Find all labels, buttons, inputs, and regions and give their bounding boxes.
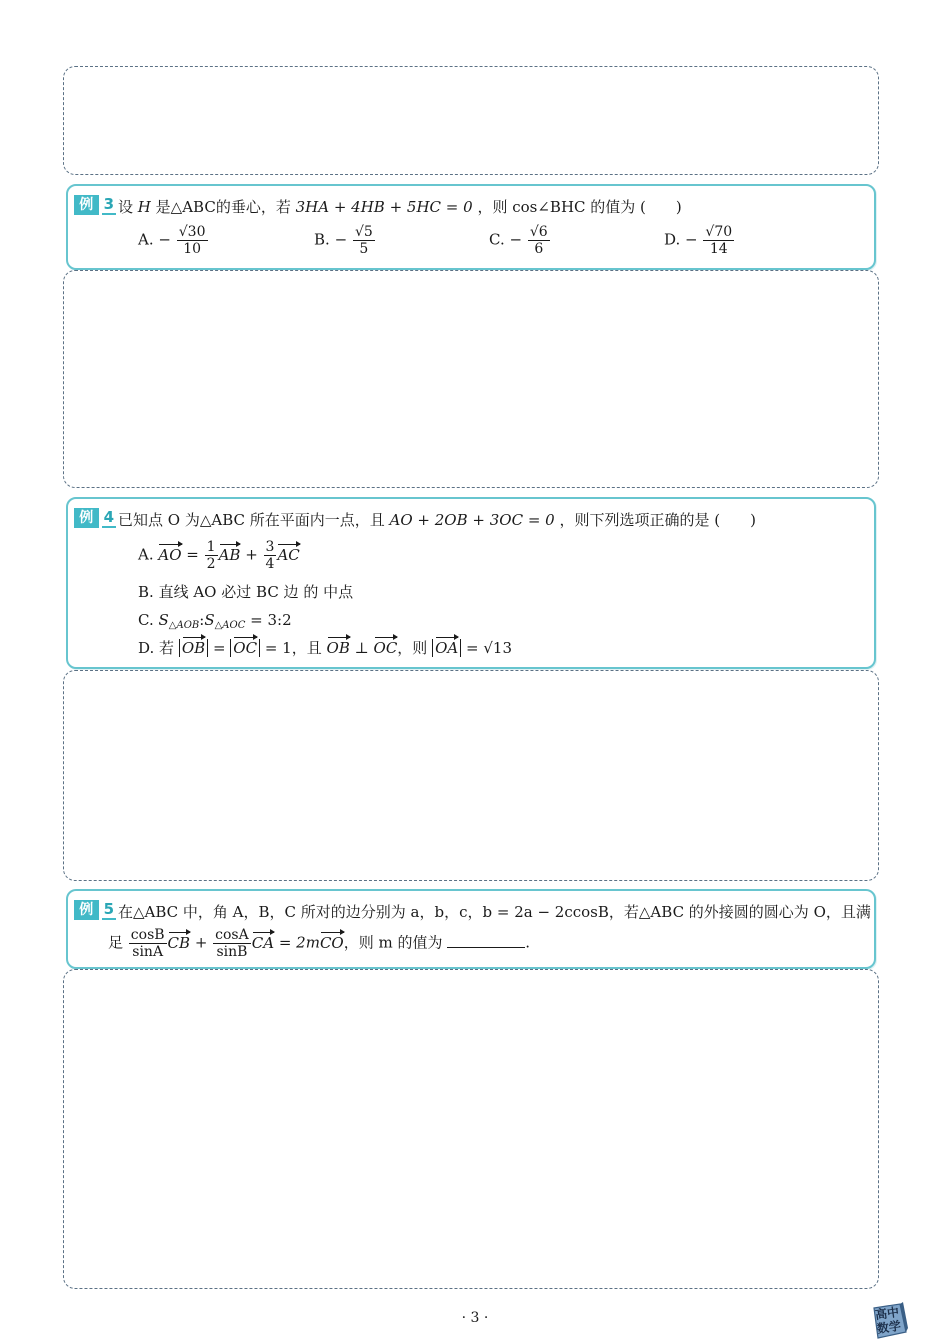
example-badge xyxy=(74,899,116,921)
stem-text: 是△ABC的垂心，若 xyxy=(155,198,291,216)
frac-den: 4 xyxy=(265,556,275,572)
option-sign: − xyxy=(509,230,523,249)
frac-den: 2 xyxy=(206,556,216,572)
option-b[interactable] xyxy=(314,224,376,257)
example-5-box xyxy=(66,889,876,969)
vector: CA xyxy=(251,933,275,952)
vector: OC xyxy=(233,639,258,657)
vector-equation: 3HA + 4HB + 5HC = 0 xyxy=(295,198,473,216)
example-number: 4 xyxy=(103,508,114,526)
vector: OB xyxy=(181,639,206,657)
option-b[interactable] xyxy=(138,581,353,602)
frac-num: √70 xyxy=(705,224,733,240)
magnitude xyxy=(230,639,260,657)
option-d[interactable]: D. 若 OB = OC = 1，且 OB ⊥ OC，则 OA = √13 xyxy=(138,639,512,657)
option-text: 直线 AO 必过 BC 边 的 中点 xyxy=(158,583,354,601)
math-logo xyxy=(870,1302,910,1344)
example-label: 例 xyxy=(74,195,99,215)
frac-num: 3 xyxy=(265,539,275,555)
area-symbol: S xyxy=(204,611,215,629)
area-symbol: S xyxy=(158,611,169,629)
option-a[interactable] xyxy=(138,224,209,257)
option-letter: B. xyxy=(138,583,154,601)
frac-num: √30 xyxy=(178,224,206,240)
example-label: 例 xyxy=(74,900,99,920)
frac-num: 1 xyxy=(206,539,216,555)
frac-den: 5 xyxy=(359,241,369,257)
example-badge xyxy=(74,194,116,216)
example-number: 3 xyxy=(103,195,114,213)
option-c[interactable] xyxy=(489,224,551,257)
area-subscript: △AOB xyxy=(168,620,200,631)
stem-text: 足 xyxy=(108,933,124,952)
option-sign: − xyxy=(685,230,698,249)
magnitude xyxy=(432,639,461,657)
question-stem xyxy=(118,509,756,530)
option-c[interactable]: C. $S_{\triangle AOB}:S_{\triangle AOC}$ = 3:2 xyxy=(138,611,292,631)
perp-symbol: ⊥ xyxy=(354,639,369,657)
coef-fraction xyxy=(213,927,251,960)
option-letter: C. xyxy=(489,230,505,249)
answer-area-1[interactable] xyxy=(63,66,879,175)
answer-area-4[interactable] xyxy=(63,969,879,1289)
logo-text-bottom: 数学 xyxy=(876,1318,902,1336)
frac-den: sinB xyxy=(216,944,248,960)
question-stem xyxy=(118,196,682,217)
vector-equation: AO + 2OB + 3OC = 0 xyxy=(389,511,555,529)
answer-area-2[interactable] xyxy=(63,270,879,488)
frac-den: sinA xyxy=(132,944,164,960)
stem-text: ，则 cos∠BHC 的值为 ( ) xyxy=(477,198,682,216)
option-letter: B. xyxy=(314,230,330,249)
option-fraction xyxy=(177,224,208,257)
option-letter: A. xyxy=(138,230,154,249)
frac-num: √5 xyxy=(354,224,373,240)
stem-text: = 2m xyxy=(278,933,320,952)
frac-den: 6 xyxy=(534,241,544,257)
example-4-box xyxy=(66,497,876,669)
option-a[interactable]: A. AO = $\frac{1}{2}$ AB + $\frac{3}{4}$ AC xyxy=(138,539,300,572)
answer-area-3[interactable] xyxy=(63,670,879,881)
option-fraction xyxy=(703,224,734,257)
option-d[interactable] xyxy=(664,224,735,257)
vector: OA xyxy=(435,639,459,657)
frac-den: 14 xyxy=(709,241,728,257)
vector: AB xyxy=(218,545,241,564)
vector: OC xyxy=(373,639,398,657)
vector: AO xyxy=(158,545,182,564)
option-text: 若 xyxy=(159,639,175,657)
stem-text: 设 xyxy=(118,198,134,216)
frac-num: √6 xyxy=(529,224,548,240)
vector: CO xyxy=(319,933,344,952)
coef-fraction xyxy=(205,539,218,572)
vector: CB xyxy=(167,933,191,952)
ratio: = 3:2 xyxy=(250,611,292,629)
frac-den: 10 xyxy=(183,241,202,257)
stem-text: ，则 m 的值为 xyxy=(343,933,443,952)
frac-num: cosA xyxy=(215,927,249,943)
example-number: 5 xyxy=(103,900,114,918)
question-stem-line-1: 在△ABC 中，角 A，B，C 所对的边分别为 a，b，c，b = 2a − 2ccosB，若△ABC 的外接圆的圆心为 O，且满 xyxy=(118,903,871,921)
option-fraction xyxy=(353,224,375,257)
option-letter: D. xyxy=(664,230,681,249)
stem-text: ，则下列选项正确的是 ( ) xyxy=(559,511,756,529)
logo-text xyxy=(874,1304,908,1336)
option-letter: A. xyxy=(138,545,154,564)
option-text: = 1，且 xyxy=(264,639,322,657)
area-subscript: △AOC xyxy=(214,620,246,631)
option-letter: C. xyxy=(138,611,154,629)
example-badge xyxy=(74,507,116,529)
logo-text-top: 高中 xyxy=(874,1304,900,1323)
page-number: · 3 · xyxy=(461,1310,489,1326)
stem-text: 已知点 O 为△ABC 所在平面内一点，且 xyxy=(118,511,385,529)
option-sign: − xyxy=(158,230,171,249)
magnitude xyxy=(179,639,208,657)
answer-blank[interactable] xyxy=(447,933,525,948)
stem-var: H xyxy=(137,198,151,216)
option-letter: D. xyxy=(138,639,155,657)
option-text: = √13 xyxy=(466,639,512,657)
frac-num: cosB xyxy=(130,927,165,943)
vector: AC xyxy=(277,545,300,564)
option-fraction xyxy=(528,224,550,257)
option-text: ，则 xyxy=(397,639,428,657)
example-label: 例 xyxy=(74,508,99,528)
coef-fraction xyxy=(129,927,167,960)
question-stem-line-2: 足 $\frac{\cos B}{\sin A}$ CB + $\frac{\cos A}{\sin B}$ CA = 2mCO，则 m 的值为 . xyxy=(108,927,531,960)
coef-fraction xyxy=(264,539,277,572)
option-sign: − xyxy=(334,230,348,249)
example-3-box xyxy=(66,184,876,270)
vector: OB xyxy=(326,639,350,657)
stem-text: . xyxy=(525,933,531,952)
